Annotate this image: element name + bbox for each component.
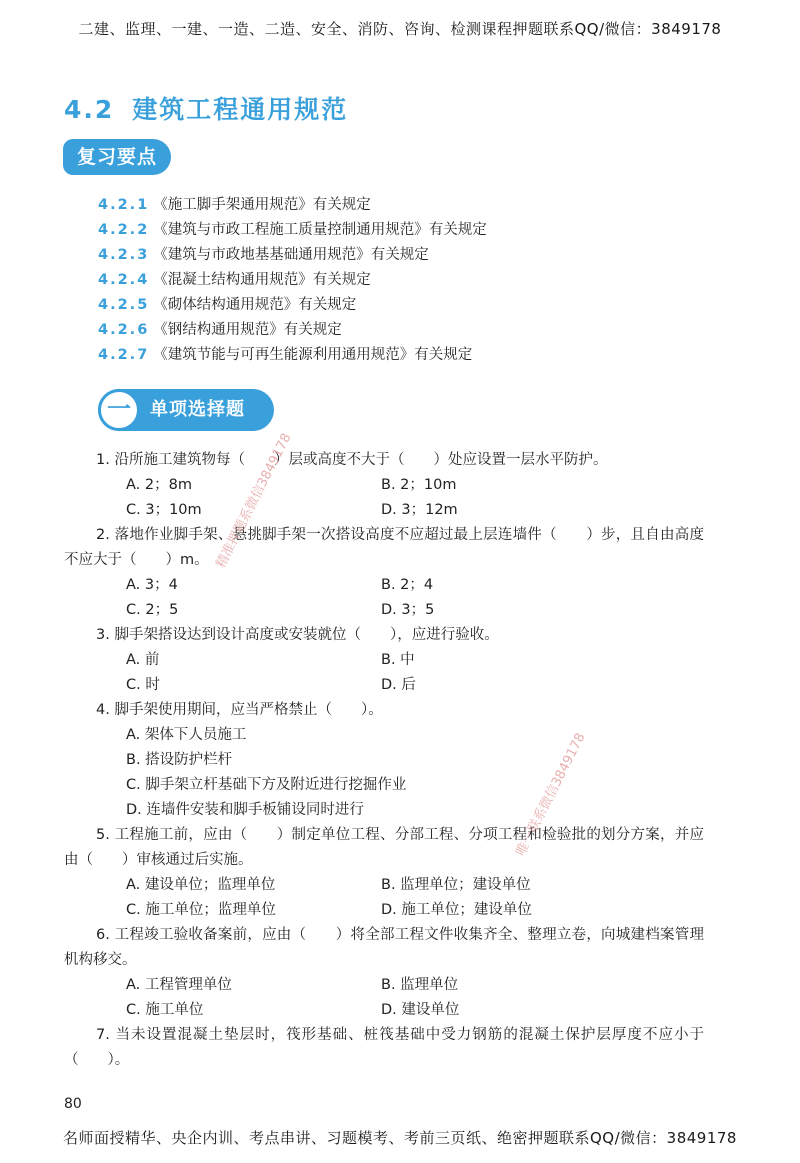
review-point [98,193,487,218]
review-points-badge: 复习要点 [63,139,171,175]
question [64,523,704,623]
review-point [98,243,487,268]
header-ad-text: 二建、监理、一建、一造、二造、安全、消防、咨询、检测课程押题联系QQ/微信：3849178 [78,20,722,38]
question [64,623,704,698]
section-heading [64,90,348,126]
question [64,448,704,523]
review-point [98,218,487,243]
option-c: C. 3；10m [126,502,202,518]
review-point [98,318,487,343]
question-stem: 3. 脚手架搭设达到设计高度或安装就位（ ），应进行验收。 [96,627,499,643]
review-points-list [98,193,487,368]
review-point-number: 4.2.5 [98,297,150,313]
review-point-text: 《建筑节能与可再生能源利用通用规范》有关规定 [153,347,473,363]
review-point-number: 4.2.3 [98,247,150,263]
review-point-number: 4.2.6 [98,322,150,338]
option-d: D. 施工单位；建设单位 [381,902,532,918]
section-title: 建筑工程通用规范 [132,95,349,124]
review-point-number: 4.2.1 [98,197,150,213]
page-number: 80 [64,1096,82,1112]
question-stem: 7. 当未设置混凝土垫层时，筏形基础、桩筏基础中受力钢筋的混凝土保护层厚度不应小于（ ）。 [64,1027,704,1068]
footer-ad-text: 名师面授精华、央企内训、考点串讲、习题模考、考前三页纸、绝密押题联系QQ/微信：3849178 [63,1129,737,1147]
review-point [98,343,487,368]
question-stem: 2. 落地作业脚手架、悬挑脚手架一次搭设高度不应超过最上层连墙件（ ）步，且自由高度不应大于（ ）m。 [64,527,704,568]
review-point-text: 《建筑与市政工程施工质量控制通用规范》有关规定 [153,222,487,238]
review-point [98,268,487,293]
option-c: C. 脚手架立杆基础下方及附近进行挖掘作业 [126,777,407,793]
review-point-text: 《施工脚手架通用规范》有关规定 [153,197,371,213]
option-c: C. 施工单位 [126,1002,204,1018]
option-d: D. 3；5 [381,602,435,618]
option-c: C. 时 [126,677,160,693]
review-point-number: 4.2.4 [98,272,150,288]
review-point-text: 《钢结构通用规范》有关规定 [153,322,342,338]
question-list [64,448,704,1073]
review-point-number: 4.2.2 [98,222,150,238]
option-c: C. 2；5 [126,602,179,618]
question [64,923,704,1023]
option-a: A. 3；4 [126,577,178,593]
question [64,823,704,923]
section-number: 4.2 [64,95,115,124]
review-point [98,293,487,318]
watermark: 精准押题系微信3849178 [213,431,295,571]
option-a: A. 2；8m [126,477,192,493]
option-b: B. 监理单位；建设单位 [381,877,531,893]
option-d: D. 后 [381,677,416,693]
question-stem: 1. 沿所施工建筑物每（ ）层或高度不大于（ ）处应设置一层水平防护。 [96,452,608,468]
watermark: 唯一联系微信3849178 [513,730,589,859]
review-point-text: 《混凝土结构通用规范》有关规定 [153,272,371,288]
review-point-text: 《砌体结构通用规范》有关规定 [153,297,357,313]
single-choice-badge [98,389,274,431]
question-stem: 4. 脚手架使用期间，应当严格禁止（ ）。 [96,702,383,718]
review-point-text: 《建筑与市政地基基础通用规范》有关规定 [153,247,429,263]
review-point-number: 4.2.7 [98,347,150,363]
option-b: B. 监理单位 [381,977,459,993]
single-choice-label: 单项选择题 [150,399,245,420]
question-stem: 5. 工程施工前，应由（ ）制定单位工程、分部工程、分项工程和检验批的划分方案，并应由（ ）审核通过后实施。 [64,827,704,868]
section-index-circle: 一 [98,389,140,431]
option-b: B. 2；4 [381,577,434,593]
option-b: B. 搭设防护栏杆 [126,752,233,768]
question-stem: 6. 工程竣工验收备案前，应由（ ）将全部工程文件收集齐全、整理立卷，向城建档案管理机构移交。 [64,927,704,968]
option-b: B. 2；10m [381,477,457,493]
option-d: D. 建设单位 [381,1002,460,1018]
option-a: A. 建设单位；监理单位 [126,877,276,893]
option-d: D. 连墙件安装和脚手板铺设同时进行 [126,802,364,818]
option-d: D. 3；12m [381,502,458,518]
option-a: A. 架体下人员施工 [126,727,247,743]
option-b: B. 中 [381,652,415,668]
question [64,698,704,823]
question [64,1023,704,1073]
option-a: A. 前 [126,652,160,668]
option-a: A. 工程管理单位 [126,977,232,993]
option-c: C. 施工单位；监理单位 [126,902,276,918]
